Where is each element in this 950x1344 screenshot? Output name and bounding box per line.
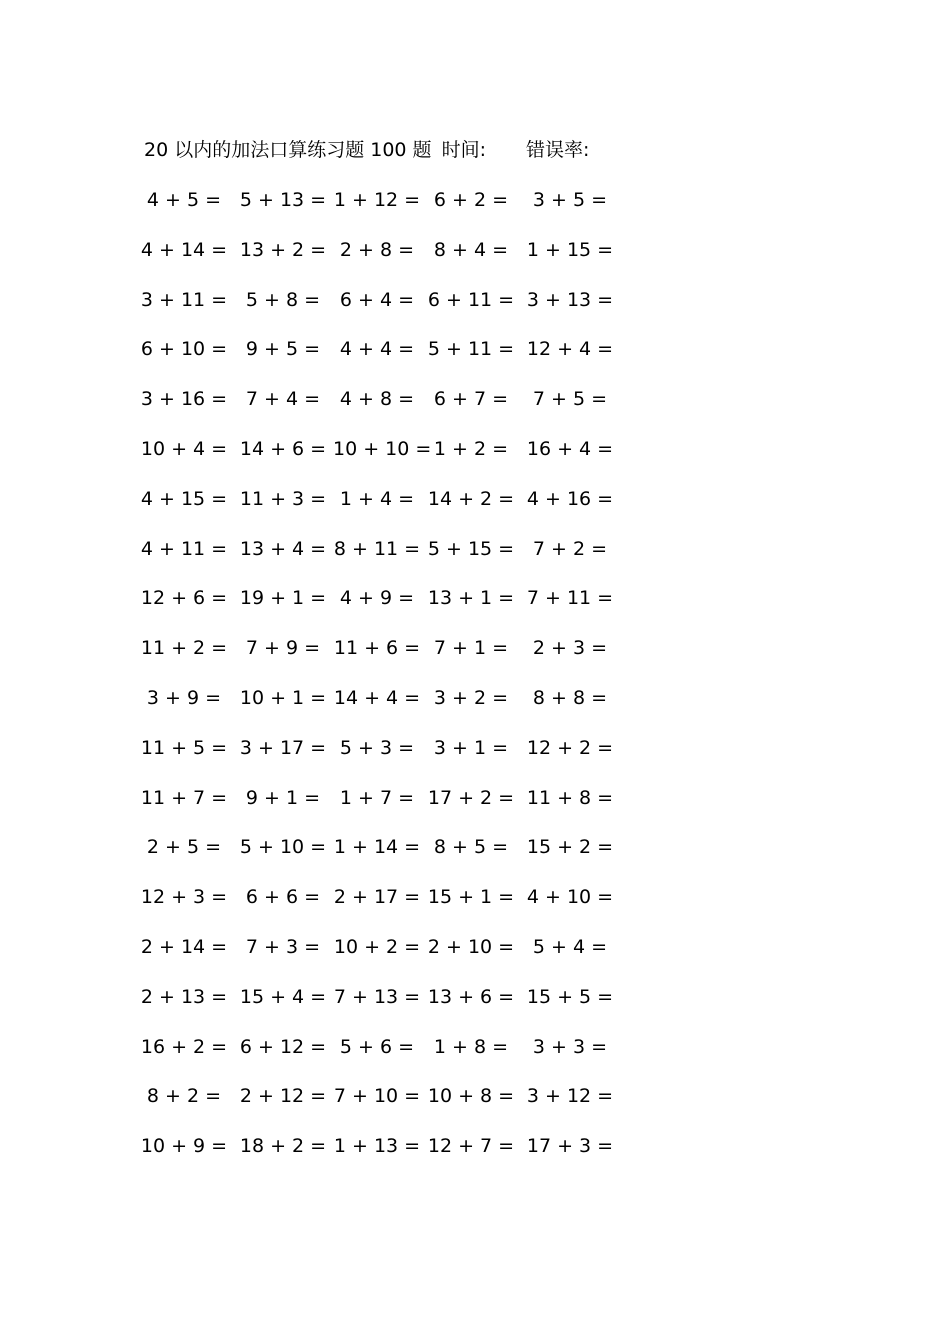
problem-item: 8 + 11 = <box>333 537 421 560</box>
problem-item: 4 + 15 = <box>140 487 228 510</box>
worksheet-title <box>144 136 589 164</box>
problem-item: 6 + 7 = <box>433 388 509 411</box>
problem-item: 1 + 15 = <box>526 238 614 261</box>
problem-item: 1 + 14 = <box>333 836 421 859</box>
problem-item: 3 + 16 = <box>140 388 228 411</box>
problem-item: 8 + 8 = <box>532 686 608 709</box>
problem-item: 7 + 3 = <box>245 935 321 958</box>
problem-item: 6 + 12 = <box>239 1035 327 1058</box>
problem-row <box>140 384 630 434</box>
problem-row <box>140 633 630 683</box>
problem-row <box>140 334 630 384</box>
problem-item: 7 + 5 = <box>532 388 608 411</box>
problem-row <box>140 1081 630 1131</box>
problem-item: 11 + 2 = <box>140 637 228 660</box>
problem-item: 9 + 1 = <box>245 786 321 809</box>
problem-item: 7 + 9 = <box>245 637 321 660</box>
problem-item: 2 + 3 = <box>532 637 608 660</box>
problem-item: 18 + 2 = <box>239 1135 327 1158</box>
problem-row <box>140 932 630 982</box>
problem-item: 12 + 7 = <box>427 1135 515 1158</box>
problem-item: 13 + 6 = <box>427 985 515 1008</box>
problem-item: 15 + 5 = <box>526 985 614 1008</box>
problem-item: 4 + 5 = <box>146 189 222 211</box>
problem-item: 16 + 2 = <box>140 1035 228 1058</box>
problem-row <box>140 235 630 285</box>
problem-item: 11 + 6 = <box>333 637 421 660</box>
problem-item: 8 + 4 = <box>433 238 509 261</box>
problem-item: 7 + 1 = <box>433 637 509 660</box>
problem-item: 5 + 8 = <box>245 288 321 311</box>
problem-item: 11 + 8 = <box>526 786 614 809</box>
problem-item: 3 + 1 = <box>433 736 509 759</box>
problem-item: 14 + 4 = <box>333 686 421 709</box>
problem-item: 4 + 11 = <box>140 537 228 560</box>
problem-item: 4 + 16 = <box>526 487 614 510</box>
problem-row <box>140 783 630 833</box>
problem-item: 3 + 9 = <box>146 686 222 709</box>
problem-item: 2 + 13 = <box>140 985 228 1008</box>
problem-item: 2 + 8 = <box>339 238 415 261</box>
problem-item: 4 + 14 = <box>140 238 228 261</box>
problem-row <box>140 484 630 534</box>
problem-row <box>140 1131 630 1181</box>
problem-row <box>140 185 630 235</box>
problem-item: 14 + 6 = <box>239 437 327 460</box>
problem-item: 8 + 2 = <box>146 1085 222 1108</box>
problem-item: 1 + 7 = <box>339 786 415 809</box>
problem-item: 10 + 10 = <box>333 437 432 460</box>
problem-item: 6 + 4 = <box>339 288 415 311</box>
problem-item: 19 + 1 = <box>239 587 327 610</box>
problem-item: 2 + 17 = <box>333 886 421 909</box>
problem-row <box>140 832 630 882</box>
problem-item: 10 + 2 = <box>333 935 421 958</box>
problem-item: 5 + 15 = <box>427 537 515 560</box>
problem-item: 5 + 13 = <box>239 189 327 211</box>
problem-item: 17 + 2 = <box>427 786 515 809</box>
problem-row <box>140 534 630 584</box>
problem-item: 13 + 2 = <box>239 238 327 261</box>
problem-item: 11 + 5 = <box>140 736 228 759</box>
problem-item: 1 + 8 = <box>433 1035 509 1058</box>
problem-item: 3 + 3 = <box>532 1035 608 1058</box>
problem-item: 3 + 12 = <box>526 1085 614 1108</box>
problem-item: 1 + 12 = <box>333 189 421 211</box>
problem-item: 15 + 2 = <box>526 836 614 859</box>
problem-item: 5 + 3 = <box>339 736 415 759</box>
problem-item: 3 + 2 = <box>433 686 509 709</box>
problem-item: 16 + 4 = <box>526 437 614 460</box>
problem-item: 7 + 4 = <box>245 388 321 411</box>
problem-item: 17 + 3 = <box>526 1135 614 1158</box>
problem-item: 13 + 1 = <box>427 587 515 610</box>
problem-item: 3 + 11 = <box>140 288 228 311</box>
problem-item: 5 + 6 = <box>339 1035 415 1058</box>
problem-item: 8 + 5 = <box>433 836 509 859</box>
problem-item: 6 + 11 = <box>427 288 515 311</box>
problem-item: 10 + 4 = <box>140 437 228 460</box>
problem-item: 7 + 11 = <box>526 587 614 610</box>
problem-row <box>140 882 630 932</box>
problem-item: 12 + 4 = <box>526 338 614 361</box>
problem-item: 10 + 1 = <box>239 686 327 709</box>
problem-item: 1 + 2 = <box>433 437 509 460</box>
error-rate-label: 错误率: <box>525 139 590 161</box>
worksheet-heading: 20 以内的加法口算练习题 100 题 <box>144 139 432 161</box>
problem-item: 5 + 4 = <box>532 935 608 958</box>
problem-item: 7 + 10 = <box>333 1085 421 1108</box>
problem-item: 4 + 4 = <box>339 338 415 361</box>
problem-item: 14 + 2 = <box>427 487 515 510</box>
problem-row <box>140 583 630 633</box>
problem-item: 4 + 8 = <box>339 388 415 411</box>
problem-item: 3 + 5 = <box>532 189 608 211</box>
problem-item: 2 + 14 = <box>140 935 228 958</box>
problem-item: 6 + 6 = <box>245 886 321 909</box>
problem-item: 4 + 9 = <box>339 587 415 610</box>
problem-item: 2 + 10 = <box>427 935 515 958</box>
problem-item: 10 + 8 = <box>427 1085 515 1108</box>
problem-item: 12 + 3 = <box>140 886 228 909</box>
problem-item: 15 + 1 = <box>427 886 515 909</box>
problem-row <box>140 733 630 783</box>
problem-item: 6 + 2 = <box>433 189 509 211</box>
problem-row <box>140 1032 630 1082</box>
problem-item: 15 + 4 = <box>239 985 327 1008</box>
problem-item: 9 + 5 = <box>245 338 321 361</box>
problem-item: 11 + 7 = <box>140 786 228 809</box>
problem-item: 3 + 13 = <box>526 288 614 311</box>
problem-item: 2 + 5 = <box>146 836 222 859</box>
problem-item: 5 + 10 = <box>239 836 327 859</box>
problem-item: 7 + 13 = <box>333 985 421 1008</box>
problem-item: 12 + 6 = <box>140 587 228 610</box>
problem-item: 1 + 13 = <box>333 1135 421 1158</box>
problem-row <box>140 683 630 733</box>
problem-item: 7 + 2 = <box>532 537 608 560</box>
problem-item: 13 + 4 = <box>239 537 327 560</box>
problem-item: 11 + 3 = <box>239 487 327 510</box>
time-label: 时间: <box>441 139 486 161</box>
problem-item: 12 + 2 = <box>526 736 614 759</box>
problem-item: 1 + 4 = <box>339 487 415 510</box>
problem-item: 3 + 17 = <box>239 736 327 759</box>
problem-item: 2 + 12 = <box>239 1085 327 1108</box>
problem-row <box>140 982 630 1032</box>
problem-item: 4 + 10 = <box>526 886 614 909</box>
problem-row <box>140 434 630 484</box>
problem-item: 10 + 9 = <box>140 1135 228 1158</box>
problem-grid <box>140 185 630 1181</box>
problem-row <box>140 285 630 335</box>
problem-item: 5 + 11 = <box>427 338 515 361</box>
problem-item: 6 + 10 = <box>140 338 228 361</box>
